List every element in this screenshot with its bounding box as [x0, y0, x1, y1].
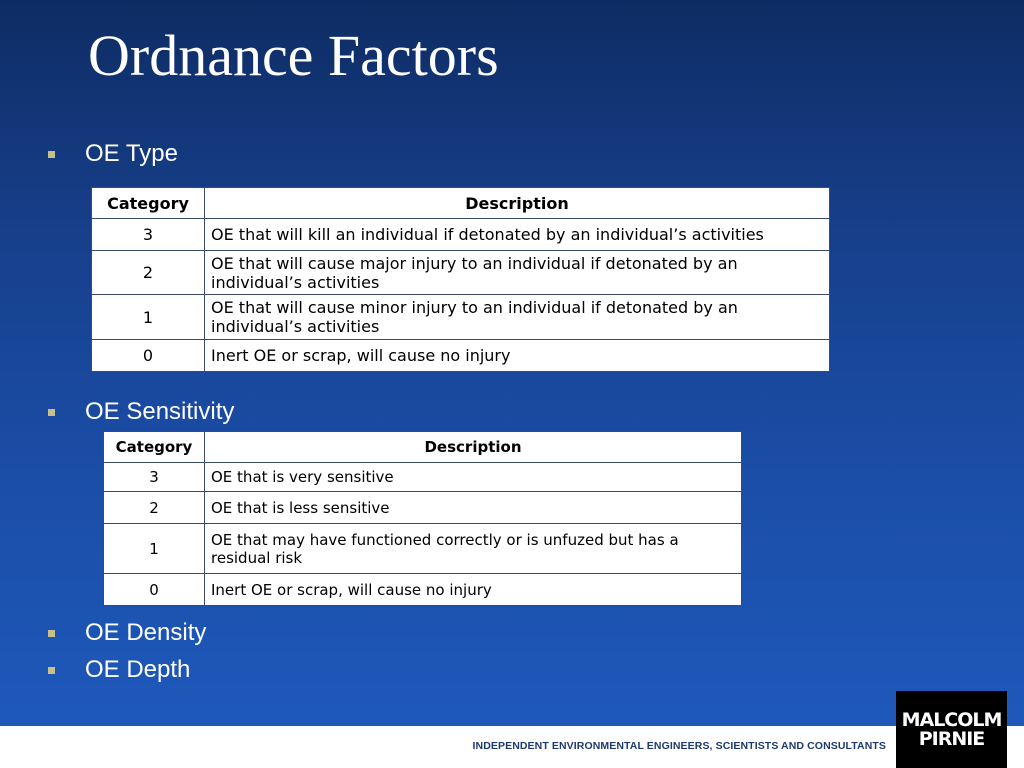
table-row	[92, 251, 830, 295]
table-row	[104, 492, 742, 524]
description-cell: OE that will cause major injury to an individual if detonated by an individual’s activities	[205, 251, 830, 295]
column-header-description: Description	[205, 188, 830, 219]
table-row	[104, 574, 742, 606]
oe-sensitivity-table	[103, 431, 742, 606]
category-cell: 1	[92, 295, 205, 340]
table-header-row	[104, 432, 742, 463]
category-cell: 0	[104, 574, 205, 606]
table-row	[104, 463, 742, 492]
oe-type-table	[91, 187, 830, 372]
description-cell: Inert OE or scrap, will cause no injury	[205, 574, 742, 606]
category-cell: 3	[92, 219, 205, 251]
logo-line-2: PIRNIE	[918, 727, 985, 750]
table-row	[104, 524, 742, 574]
description-cell: Inert OE or scrap, will cause no injury	[205, 340, 830, 372]
category-cell: 3	[104, 463, 205, 492]
bullet-label: OE Density	[85, 619, 207, 646]
bullet-oe-type	[48, 140, 178, 168]
table-row	[92, 295, 830, 340]
description-cell: OE that will kill an individual if detonated by an individual’s activities	[205, 219, 830, 251]
category-cell: 2	[92, 251, 205, 295]
bullet-marker-icon	[48, 667, 55, 674]
table-header-row	[92, 188, 830, 219]
slide-title: Ordnance Factors	[88, 23, 499, 88]
column-header-category: Category	[104, 432, 205, 463]
description-cell: OE that is very sensitive	[205, 463, 742, 492]
category-cell: 0	[92, 340, 205, 372]
bullet-oe-sensitivity	[48, 398, 234, 426]
category-cell: 1	[104, 524, 205, 574]
bullet-oe-depth	[48, 656, 190, 684]
bullet-marker-icon	[48, 151, 55, 158]
footer-tagline: INDEPENDENT ENVIRONMENTAL ENGINEERS, SCIENTISTS AND CONSULTANTS	[472, 740, 886, 752]
column-header-category: Category	[92, 188, 205, 219]
table-row	[92, 340, 830, 372]
malcolm-pirnie-logo	[896, 691, 1007, 768]
bullet-label: OE Depth	[85, 656, 191, 683]
logo-line-1: MALCOLM	[901, 708, 1002, 731]
bullet-marker-icon	[48, 630, 55, 637]
column-header-description: Description	[205, 432, 742, 463]
category-cell: 2	[104, 492, 205, 524]
bullet-label: OE Type	[85, 140, 178, 167]
bullet-label: OE Sensitivity	[85, 398, 235, 425]
table-row	[92, 219, 830, 251]
description-cell: OE that will cause minor injury to an individual if detonated by an individual’s activities	[205, 295, 830, 340]
description-cell: OE that may have functioned correctly or is unfuzed but has a residual risk	[205, 524, 742, 574]
bullet-marker-icon	[48, 409, 55, 416]
description-cell: OE that is less sensitive	[205, 492, 742, 524]
bullet-oe-density	[48, 619, 206, 647]
